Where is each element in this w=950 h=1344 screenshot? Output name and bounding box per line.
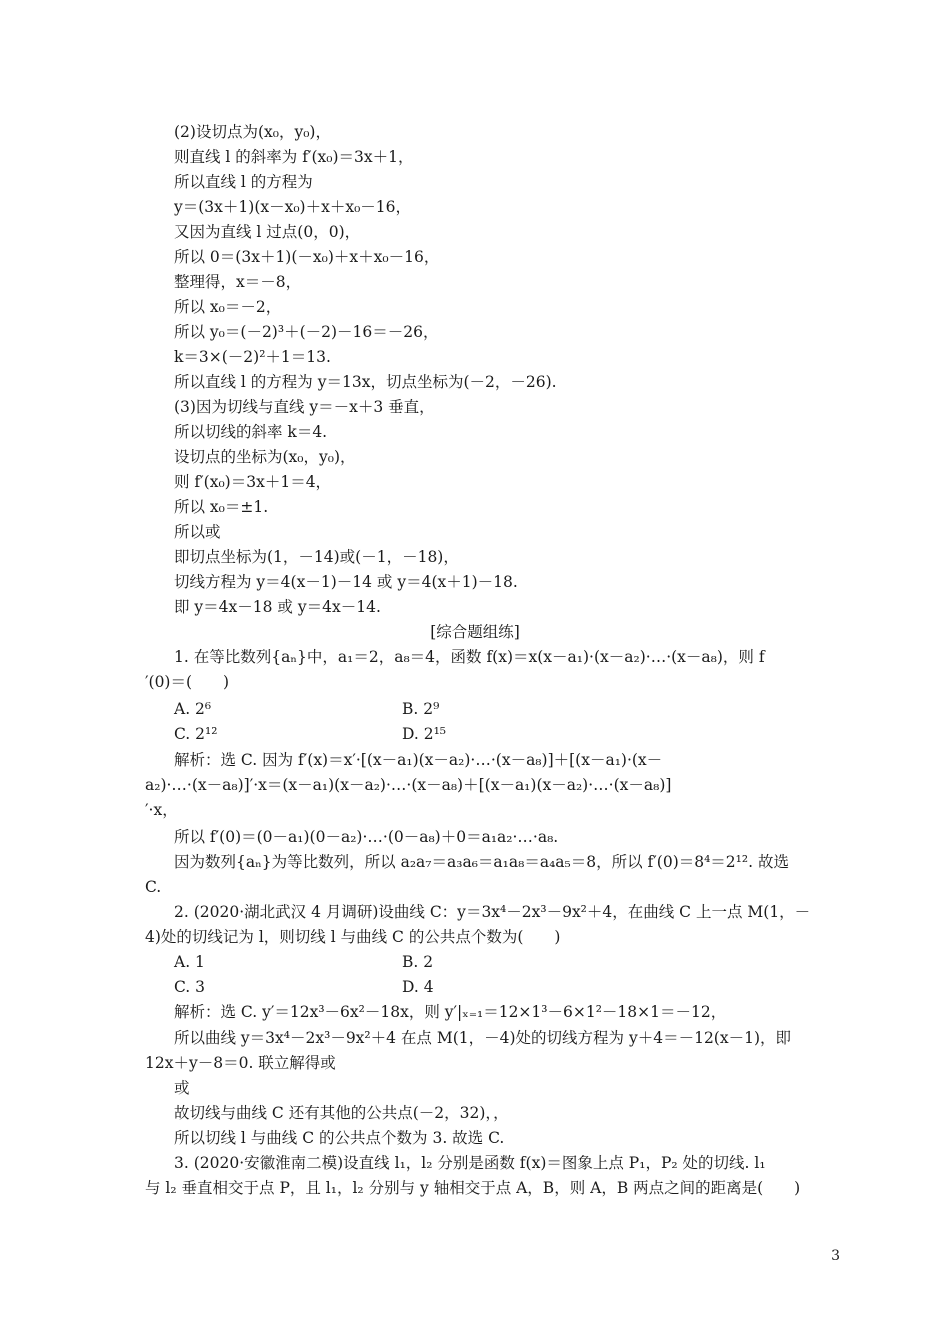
analysis-line: 解析：选 C. 因为 f′(x)＝x′·[(x－a₁)(x－a₂)·…·(x－a₈)]＋[(x－a₁)·(x－ [174,751,663,769]
solution-line: (2)设切点为(x₀，y₀)， [174,123,331,141]
solution-line: 所以或 [174,523,221,541]
option-b: B. 2 [402,953,434,971]
option-c: C. 3 [174,978,206,996]
analysis-line: 12x＋y－8＝0. 联立解得或 [145,1054,336,1072]
solution-line: 所以直线 l 的方程为 y＝13x，切点坐标为(－2，－26). [174,373,557,391]
analysis-line: 因为数列{aₙ}为等比数列，所以 a₂a₇＝a₃a₆＝a₁a₈＝a₄a₅＝8，所以 f′(0)＝8⁴＝2¹². 故选 [174,853,789,871]
question-1-options-row [0,722,950,747]
question-1-options-row [0,697,950,722]
question-1-stem: 1. 在等比数列{aₙ}中，a₁＝2，a₈＝4，函数 f(x)＝x(x－a₁)·(x－a₂)·…·(x－a₈)，则 f [174,648,765,666]
solution-line: 所以 x₀＝±1. [174,498,269,516]
option-c: C. 2¹² [174,725,218,743]
solution-line: (3)因为切线与直线 y＝－x＋3 垂直， [174,398,435,416]
question-2-stem: 4)处的切线记为 l，则切线 l 与曲线 C 的公共点个数为( ) [145,928,561,946]
analysis-line: 所以曲线 y＝3x⁴－2x³－9x²＋4 在点 M(1，－4)处的切线方程为 y＋4＝－12(x－1)，即 [174,1029,792,1047]
solution-line: 所以 y₀＝(－2)³＋(－2)－16＝－26， [174,323,439,341]
section-title: [综合题组练] [430,623,520,641]
solution-line: 即 y＝4x－18 或 y＝4x－14. [174,598,381,616]
solution-line: 所以 0＝(3x＋1)(－x₀)＋x＋x₀－16， [174,248,440,266]
question-3-stem: 与 l₂ 垂直相交于点 P，且 l₁，l₂ 分别与 y 轴相交于点 A，B，则 A，B 两点之间的距离是( ) [145,1179,801,1197]
solution-line: 设切点的坐标为(x₀，y₀)， [174,448,356,466]
question-3-stem: 3. (2020·安徽淮南二模)设直线 l₁，l₂ 分别是函数 f(x)＝图象上点 P₁，P₂ 处的切线. l₁ [174,1154,766,1172]
question-1-stem: ′(0)＝( ) [145,673,230,691]
solution-line: k＝3×(－2)²＋1＝13. [174,348,331,366]
solution-line: 整理得，x＝－8， [174,273,302,291]
analysis-line: C. [145,878,162,896]
option-d: D. 2¹⁵ [402,725,447,743]
option-d: D. 4 [402,978,434,996]
solution-line: 又因为直线 l 过点(0，0)， [174,223,361,241]
page-number: 3 [831,1248,840,1264]
solution-line: y＝(3x＋1)(x－x₀)＋x＋x₀－16， [174,198,412,216]
option-a: A. 2⁶ [174,700,212,718]
analysis-line: 或 [174,1079,190,1097]
analysis-line: 解析：选 C. y′＝12x³－6x²－18x，则 y′|ₓ₌₁＝12×1³－6×1²－18×1＝－12， [174,1003,727,1021]
question-2-options-row [0,950,950,975]
analysis-line: ′·x， [145,801,178,819]
analysis-line: 所以 f′(0)＝(0－a₁)(0－a₂)·…·(0－a₈)＋0＝a₁a₂·…·a₈. [174,828,559,846]
analysis-line: 故切线与曲线 C 还有其他的公共点(－2，32)，， [174,1104,509,1122]
solution-line: 所以切线的斜率 k＝4. [174,423,328,441]
solution-line: 所以 x₀＝－2， [174,298,282,316]
question-2-stem: 2. (2020·湖北武汉 4 月调研)设曲线 C：y＝3x⁴－2x³－9x²＋4，在曲线 C 上一点 M(1，－ [174,903,811,921]
solution-line: 则 f′(x₀)＝3x＋1＝4， [174,473,332,491]
solution-line: 则直线 l 的斜率为 f′(x₀)＝3x＋1， [174,148,414,166]
solution-line: 所以直线 l 的方程为 [174,173,313,191]
solution-line: 即切点坐标为(1，－14)或(－1，－18)， [174,548,459,566]
option-b: B. 2⁹ [402,700,440,718]
analysis-line: 所以切线 l 与曲线 C 的公共点个数为 3. 故选 C. [174,1129,505,1147]
option-a: A. 1 [174,953,205,971]
question-2-options-row [0,975,950,1000]
analysis-line: a₂)·…·(x－a₈)]′·x＝(x－a₁)(x－a₂)·…·(x－a₈)＋[(x－a₁)(x－a₂)·…·(x－a₈)] [145,776,672,794]
solution-line: 切线方程为 y＝4(x－1)－14 或 y＝4(x＋1)－18. [174,573,518,591]
